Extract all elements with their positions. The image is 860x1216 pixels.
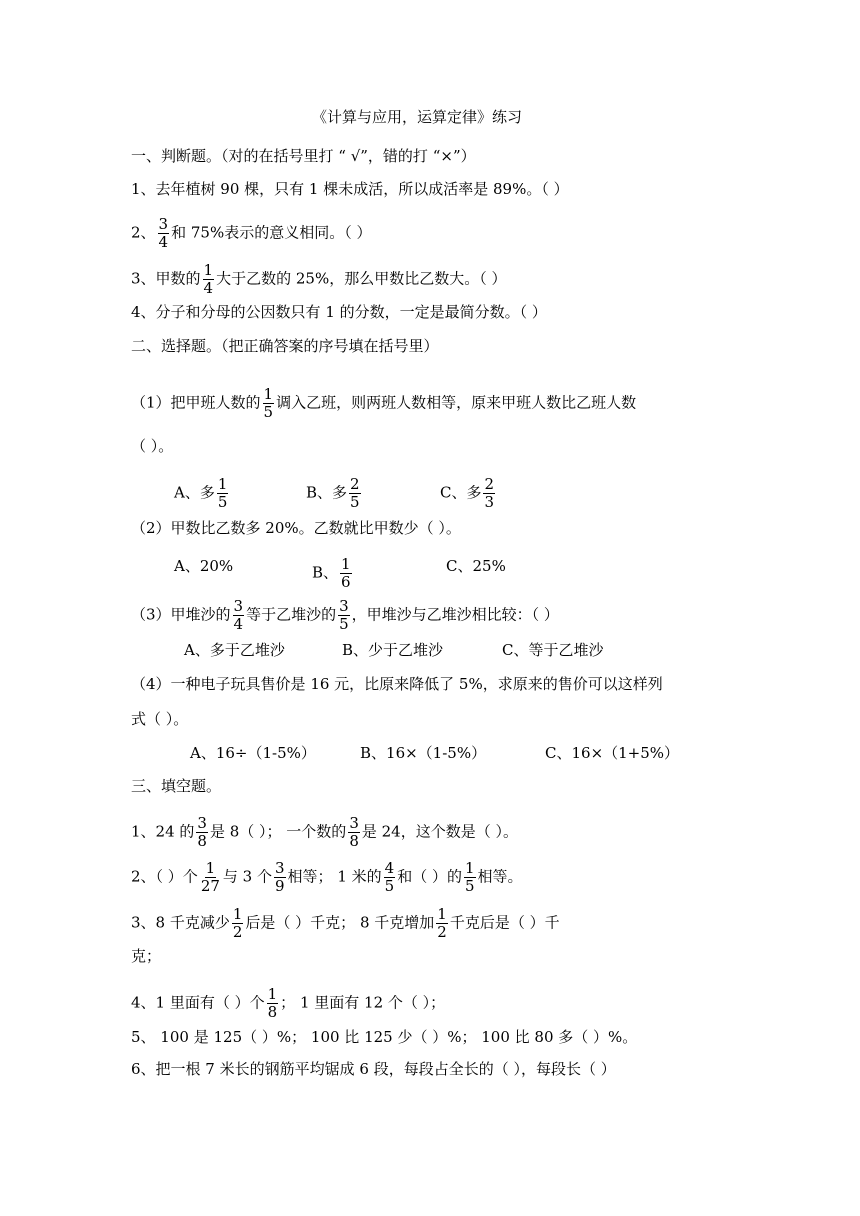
choice-question-3 xyxy=(131,598,559,633)
numerator: 3 xyxy=(349,814,359,832)
question-text: 4、1 里面有（ ）个 xyxy=(131,993,265,1012)
judge-question-2 xyxy=(131,216,371,251)
numerator: 2 xyxy=(350,475,360,493)
question-text: 等于乙堆沙的 xyxy=(246,605,337,624)
question-text: 千克后是（ ）千 xyxy=(449,913,560,932)
choice-1-option-a xyxy=(174,476,230,511)
fraction xyxy=(274,860,286,895)
denominator: 5 xyxy=(217,493,228,511)
numerator: 1 xyxy=(464,859,475,877)
fill-question-3 xyxy=(131,906,560,941)
page-title: 《计算与应用，运算定律》练习 xyxy=(312,108,523,126)
choice-1-option-c xyxy=(440,476,497,511)
section-1-header: 一、判断题。（对的在括号里打 “ √”，错的打 “×”） xyxy=(131,147,476,165)
denominator: 5 xyxy=(263,403,274,421)
choice-2-option-b xyxy=(312,556,354,591)
numerator: 3 xyxy=(197,814,207,832)
denominator: 2 xyxy=(437,923,447,941)
denominator: 2 xyxy=(232,923,243,941)
choice-4-option-b: B、16×（1-5%） xyxy=(360,744,487,762)
option-label: B、多 xyxy=(306,483,348,502)
fraction xyxy=(232,906,244,941)
numerator: 2 xyxy=(484,475,495,493)
choice-4-option-c: C、16×（1+5%） xyxy=(545,744,680,762)
numerator: 1 xyxy=(203,261,214,279)
choice-1-option-b xyxy=(306,476,363,511)
numerator: 3 xyxy=(275,859,285,877)
numerator: 1 xyxy=(232,905,243,923)
question-text: 与 3 个 xyxy=(222,867,272,886)
fill-question-2 xyxy=(131,860,523,895)
fraction xyxy=(196,815,208,850)
question-text: 调入乙班，则两班人数相等，原来甲班人数比乙班人数 xyxy=(276,393,637,412)
question-text: 相等。 xyxy=(477,867,523,886)
question-text: 和（ ）的 xyxy=(397,867,462,886)
section-3-header: 三、填空题。 xyxy=(131,777,222,795)
fraction xyxy=(233,598,245,633)
denominator: 3 xyxy=(484,493,495,511)
numerator: 3 xyxy=(233,597,244,615)
numerator: 4 xyxy=(384,859,395,877)
choice-3-option-a: A、多于乙堆沙 xyxy=(184,641,285,659)
denominator: 9 xyxy=(275,877,285,895)
choice-question-4: （4）一种电子玩具售价是 16 元，比原来降低了 5%，求原来的售价可以这样列 xyxy=(131,675,663,693)
option-label: C、多 xyxy=(440,483,482,502)
numerator: 1 xyxy=(437,905,447,923)
judge-question-1: 1、去年植树 90 棵，只有 1 棵未成活，所以成活率是 89%。（ ） xyxy=(131,180,569,198)
numerator: 1 xyxy=(205,859,216,877)
question-text: 1、24 的 xyxy=(131,822,195,841)
question-text: 和 75%表示的意义相同。（ ） xyxy=(171,223,372,242)
question-text: （1）把甲班人数的 xyxy=(131,393,261,412)
fraction xyxy=(340,556,352,591)
choice-question-2: （2）甲数比乙数多 20%。乙数就比甲数少（ ）。 xyxy=(131,519,461,537)
section-2-header: 二、选择题。（把正确答案的序号填在括号里） xyxy=(131,337,439,355)
question-text: 3、8 千克减少 xyxy=(131,913,230,932)
fraction xyxy=(483,476,495,511)
fraction xyxy=(158,216,170,251)
fraction xyxy=(217,476,229,511)
denominator: 27 xyxy=(200,877,220,895)
question-text: 后是（ ）千克； 8 千克增加 xyxy=(245,913,435,932)
numerator: 1 xyxy=(217,475,228,493)
fill-question-5: 5、 100 是 125（ ）%； 100 比 125 少（ ）%； 100 比 80 多（ ）%。 xyxy=(131,1028,638,1046)
denominator: 8 xyxy=(349,832,359,850)
fraction xyxy=(436,906,448,941)
fraction xyxy=(384,860,396,895)
fraction xyxy=(348,815,360,850)
option-label: A、多 xyxy=(174,483,215,502)
fill-question-1 xyxy=(131,815,518,850)
choice-2-option-a: A、20% xyxy=(174,557,234,575)
question-text: 2、 xyxy=(131,223,156,242)
question-text: ； 1 里面有 12 个（ ）； xyxy=(280,993,446,1012)
fraction xyxy=(200,860,221,895)
question-text: ，甲堆沙与乙堆沙相比较：（ ） xyxy=(351,605,559,624)
denominator: 8 xyxy=(197,832,207,850)
denominator: 5 xyxy=(464,877,475,895)
question-text: 大于乙数的 25%，那么甲数比乙数大。（ ） xyxy=(216,269,507,288)
judge-question-4: 4、分子和分母的公因数只有 1 的分数，一定是最简分数。（ ） xyxy=(131,303,547,321)
fraction xyxy=(203,262,215,297)
denominator: 4 xyxy=(203,279,214,297)
fill-question-4 xyxy=(131,986,445,1021)
fill-question-6: 6、把一根 7 米长的钢筋平均锯成 6 段，每段占全长的（ ），每段长（ ） xyxy=(131,1060,616,1078)
denominator: 8 xyxy=(267,1003,278,1021)
choice-3-option-b: B、少于乙堆沙 xyxy=(342,641,444,659)
denominator: 5 xyxy=(384,877,395,895)
numerator: 1 xyxy=(267,985,278,1003)
fraction xyxy=(464,860,476,895)
denominator: 5 xyxy=(350,493,360,511)
numerator: 3 xyxy=(339,597,349,615)
question-text: 相等； 1 米的 xyxy=(287,867,382,886)
numerator: 1 xyxy=(341,555,351,573)
numerator: 1 xyxy=(263,385,274,403)
fraction xyxy=(349,476,361,511)
fill-question-3-continuation: 克； xyxy=(131,947,162,965)
denominator: 6 xyxy=(341,573,351,591)
numerator: 3 xyxy=(158,215,169,233)
choice-question-4-continuation: 式（ ）。 xyxy=(131,710,189,728)
fraction xyxy=(338,598,350,633)
choice-3-option-c: C、等于乙堆沙 xyxy=(502,641,604,659)
choice-4-option-a: A、16÷（1-5%） xyxy=(190,744,316,762)
denominator: 4 xyxy=(158,233,169,251)
fraction xyxy=(263,386,275,421)
choice-question-1 xyxy=(131,386,636,421)
question-text: 是 24，这个数是（ ）。 xyxy=(361,822,518,841)
question-text: 是 8（ ）； 一个数的 xyxy=(209,822,347,841)
denominator: 4 xyxy=(233,615,244,633)
question-text: 2、（ ）个 xyxy=(131,867,198,886)
question-text: 3、甲数的 xyxy=(131,269,201,288)
choice-question-1-continuation: （ ）。 xyxy=(131,437,174,455)
question-text: （3）甲堆沙的 xyxy=(131,605,231,624)
option-label: B、 xyxy=(312,563,339,582)
fraction xyxy=(267,986,279,1021)
denominator: 5 xyxy=(339,615,349,633)
judge-question-3 xyxy=(131,262,506,297)
choice-2-option-c: C、25% xyxy=(446,557,506,575)
